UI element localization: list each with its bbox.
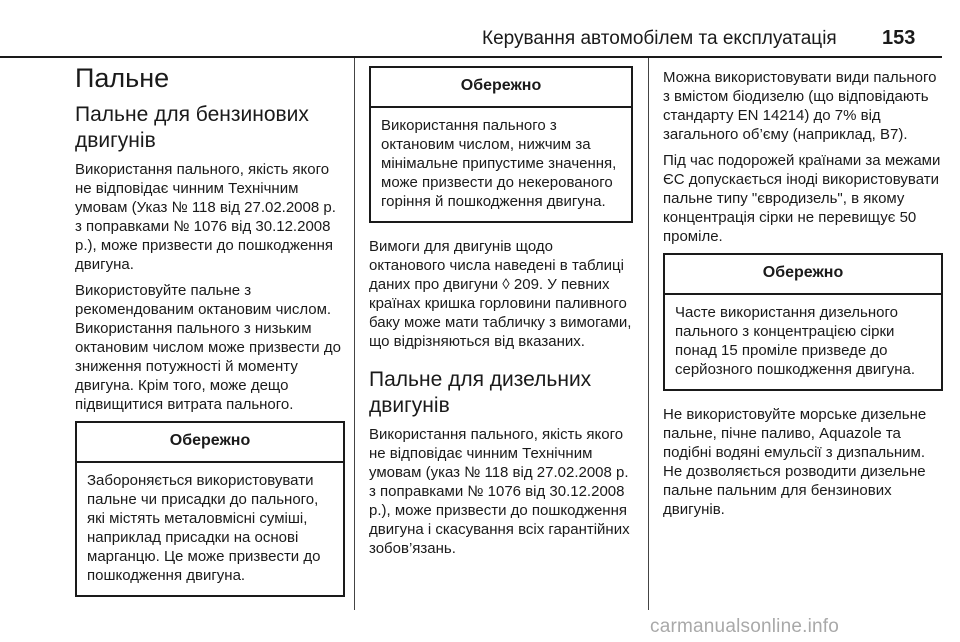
column-1 xyxy=(75,60,345,611)
subsection-heading-petrol: Пальне для бензинових двигунів xyxy=(75,103,309,152)
running-header: Керування автомобілем та експлуатація xyxy=(482,28,837,49)
header-rule xyxy=(0,56,942,58)
column-3 xyxy=(663,68,943,526)
caution-title: Обережно xyxy=(371,68,631,108)
caution-box xyxy=(75,421,345,597)
caution-title: Обережно xyxy=(665,255,941,295)
page-number: 153 xyxy=(882,27,916,49)
paragraph: Використовуйте пальне з рекомендованим октановим числом. Використання пального з низьким октановим числом може призвести до зниження потужності й моменту двигуна. Крім того, може дещо підвищитися витрата пального. xyxy=(75,282,341,413)
caution-text: Забороняється використовувати пальне чи присадки до пального, які містять металовмісні суміші, наприклад присадки на основі марганцю. Це може призвести до пошкодження двигуна. xyxy=(87,472,321,584)
paragraph: Можна використовувати види пального з вмістом біодизелю (що відповідають стандарту EN 14214) до 7% від загального об’єму (наприклад, B7). xyxy=(663,69,937,143)
paragraph: Під час подорожей країнами за межами ЄС допускається іноді використовувати пальне типу "євродизель", в якому концентрація сірки не перевищує 50 проміле. xyxy=(663,152,941,245)
paragraph: Використання пального, якість якого не відповідає чинним Технічним умовам (указ № 118 від 27.02.2008 р. з поправками № 1076 від 30.12.2008 р.), може призвести до пошкодження двигуна і скасування всіх гарантійних зобов’язань. xyxy=(369,426,630,557)
paragraph: Використання пального, якість якого не відповідає чинним Технічним умовам (Указ № 118 від 27.02.2008 р. з поправками № 1076 від 30.12.2008 р.), може призвести до пошкодження двигуна. xyxy=(75,161,336,273)
paragraph: Не використовуйте морське дизельне пальне, пічне паливо, Aquazole та подібні водяні емульсії з дизпальним. Не дозволяється розводити дизельне пальне пальним для бензинових двигунів. xyxy=(663,406,927,518)
column-divider xyxy=(648,58,649,610)
subsection-heading-diesel: Пальне для дизельних двигунів xyxy=(369,368,592,417)
caution-box xyxy=(663,253,943,391)
paragraph: Вимоги для двигунів щодо октанового числа наведені в таблиці даних про двигуни ◊ 209. У певних країнах кришка горловини паливного баку може мати табличку з вимогами, що відрізняються від вказаних. xyxy=(369,238,632,350)
caution-title: Обережно xyxy=(77,423,343,463)
column-2 xyxy=(369,66,633,565)
column-divider xyxy=(354,58,355,610)
caution-text: Використання пального з октановим числом, нижчим за мінімальне припустиме значення, може призвести до некерованого горіння й пошкодження двигуна. xyxy=(381,117,617,210)
caution-text: Часте використання дизельного пального з концентрацією сірки понад 15 проміле призведе до серйозного пошкодження двигуна. xyxy=(675,304,915,378)
caution-box xyxy=(369,66,633,223)
watermark: carmanualsonline.info xyxy=(650,616,840,637)
section-heading: Пальне xyxy=(75,63,170,93)
